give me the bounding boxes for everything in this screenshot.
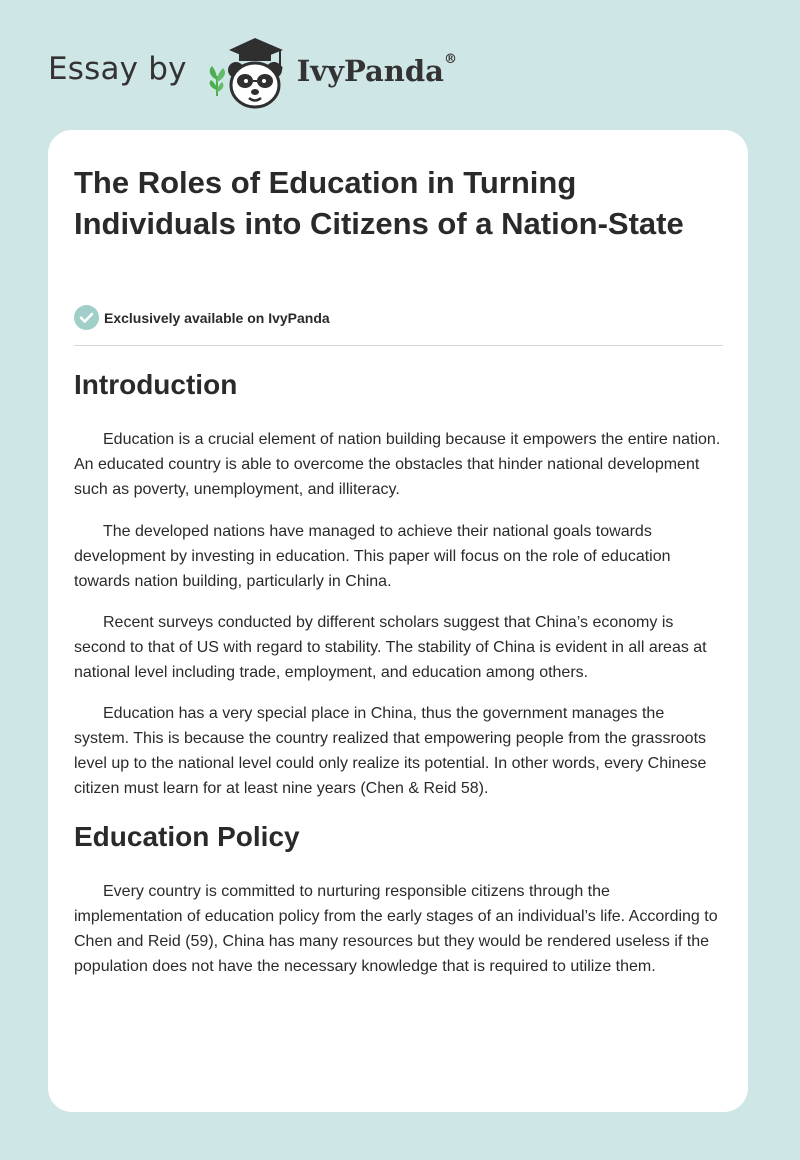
paragraph: The developed nations have managed to achieve their national goals towards development by investing in education. This paper will focus on the role of education towards nation building, particularly in China. xyxy=(74,523,671,590)
paragraph: Education is a crucial element of nation building because it empowers the entire nation. An educated country is able to overcome the obstacles that hinder national development such as poverty, unemployment, and illiteracy. xyxy=(74,431,721,498)
essay-by-label: Essay by xyxy=(48,51,187,87)
exclusive-badge xyxy=(74,305,330,330)
check-circle-icon xyxy=(74,305,99,330)
essay-card xyxy=(48,130,748,1112)
section-heading-education-policy: Education Policy xyxy=(74,821,300,852)
paragraph: Education has a very special place in China, thus the government manages the system. This is because the country realized that empowering people from the grassroots level up to the national level could only realize its potential. In other words, every Chinese citizen must learn for at least nine years (Chen & Reid 58). xyxy=(74,705,707,797)
section-heading-introduction: Introduction xyxy=(74,369,238,400)
paragraph: Recent surveys conducted by different scholars suggest that China’s economy is second to that of US with regard to stability. The stability of China is evident in all areas at national level including trade, employment, and education among others. xyxy=(74,614,707,681)
paragraph: Every country is committed to nurturing responsible citizens through the implementation of education policy from the early stages of an individual’s life. According to Chen and Reid (59), China has many resources but they would be rendered useless if the population does not have the necessary knowledge that is required to utilize them. xyxy=(74,883,718,975)
exclusive-badge-text: Exclusively available on IvyPanda xyxy=(104,309,330,326)
brand-name-text: IvyPanda xyxy=(296,54,444,88)
essay-title: The Roles of Education in Turning Individuals into Citizens of a Nation-State xyxy=(74,165,684,241)
title-divider xyxy=(74,345,723,346)
registered-mark: ® xyxy=(443,52,457,67)
brand-name xyxy=(297,54,457,88)
leaf-icon xyxy=(209,66,224,96)
panda-logo-icon xyxy=(203,30,295,110)
site-header xyxy=(48,30,457,110)
